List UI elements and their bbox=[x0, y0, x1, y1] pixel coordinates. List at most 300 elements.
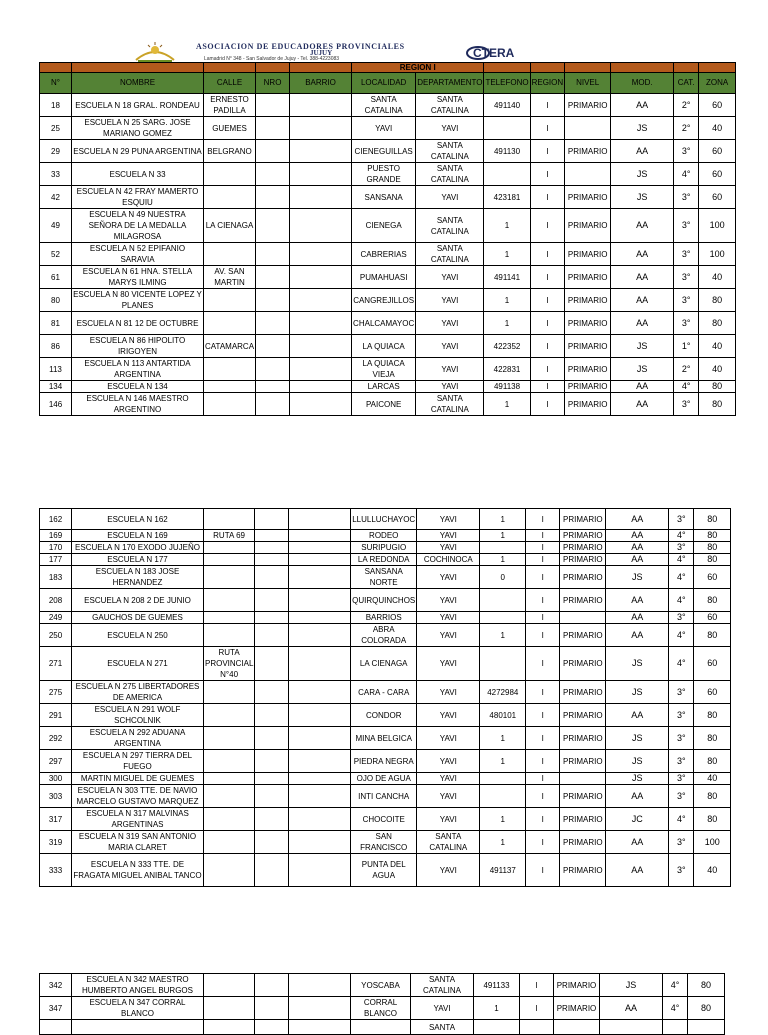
cell-num: 113 bbox=[40, 358, 72, 381]
cell-level: PRIMARIO bbox=[560, 808, 606, 831]
cell-region: I bbox=[530, 243, 565, 266]
cell-street bbox=[204, 974, 255, 997]
cell-region: I bbox=[526, 808, 560, 831]
cell-name: ESCUELA N 250 bbox=[72, 624, 204, 647]
table-row bbox=[40, 140, 736, 163]
cell-locality: LA QUIACA VIEJA bbox=[352, 358, 416, 381]
cell-locality: CIENEGA bbox=[352, 209, 416, 243]
column-header-zone: ZONA bbox=[699, 73, 736, 94]
cell-category: 3° bbox=[674, 186, 699, 209]
cell-locality: PIEDRA NEGRA bbox=[351, 750, 417, 773]
cell-street bbox=[204, 358, 256, 381]
cell-department: YAVI bbox=[417, 808, 480, 831]
table-row bbox=[40, 647, 731, 681]
cell-name: ESCUELA N 271 bbox=[72, 647, 204, 681]
table-row bbox=[40, 542, 731, 554]
cell-mode: AA bbox=[611, 312, 674, 335]
cell-zone: 80 bbox=[694, 727, 731, 750]
cell-zone: 80 bbox=[694, 530, 731, 542]
cell-street-number bbox=[255, 974, 289, 997]
cell-neighborhood bbox=[289, 974, 351, 997]
cell-neighborhood bbox=[289, 530, 351, 542]
cell-phone: 491141 bbox=[484, 266, 530, 289]
column-header-mode: MOD. bbox=[611, 73, 674, 94]
cell-neighborhood bbox=[289, 773, 351, 785]
cell-street-number bbox=[256, 289, 290, 312]
cell-neighborhood bbox=[289, 681, 351, 704]
cell-zone: 100 bbox=[694, 831, 731, 854]
cell-mode: AA bbox=[606, 612, 669, 624]
cell-name: ESCUELA N 42 FRAY MAMERTO ESQUIU bbox=[72, 186, 204, 209]
cell-region: I bbox=[526, 554, 560, 566]
cell-department: YAVI bbox=[416, 266, 484, 289]
cell-level: PRIMARIO bbox=[560, 704, 606, 727]
cell-street: RUTA PROVINCIAL N°40 bbox=[205, 648, 254, 679]
cell-street bbox=[204, 704, 255, 727]
cell-region: I bbox=[526, 704, 560, 727]
cell-department: SANTA CATALINA bbox=[411, 974, 474, 997]
cell-category: 2° bbox=[674, 117, 699, 140]
cell-street bbox=[204, 509, 255, 530]
cell-level bbox=[565, 117, 611, 140]
cell-neighborhood bbox=[290, 117, 352, 140]
cell-mode: AA bbox=[606, 542, 669, 554]
cell-name: GAUCHOS DE GUEMES bbox=[72, 612, 204, 624]
cell-street-number bbox=[256, 209, 290, 243]
cell-num: 169 bbox=[40, 530, 72, 542]
cell-region: I bbox=[526, 566, 560, 589]
cell-name: ESCUELA N 29 PUNA ARGENTINA bbox=[72, 140, 204, 163]
cell-department: YAVI bbox=[417, 589, 480, 612]
cell-department: YAVI bbox=[411, 997, 474, 1020]
cell-zone: 80 bbox=[694, 808, 731, 831]
cell-phone: 4272984 bbox=[480, 681, 526, 704]
cell-locality: PUMAHUASI bbox=[352, 266, 416, 289]
cell-name: ESCUELA N 347 CORRAL BLANCO bbox=[72, 997, 204, 1020]
cell-category: 3° bbox=[674, 393, 699, 416]
cell-level: PRIMARIO bbox=[560, 750, 606, 773]
cell-phone: 1 bbox=[480, 624, 526, 647]
cell-mode bbox=[600, 1020, 663, 1035]
cell-category: 2° bbox=[674, 94, 699, 117]
cell-name: ESCUELA N 18 GRAL. RONDEAU bbox=[72, 94, 204, 117]
cell-name: ESCUELA N 208 2 DE JUNIO bbox=[72, 589, 204, 612]
cell-zone: 80 bbox=[699, 381, 736, 393]
cell-name: ESCUELA N 342 MAESTRO HUMBERTO ANGEL BURGOS bbox=[72, 974, 204, 997]
cell-zone: 60 bbox=[694, 647, 731, 681]
column-header-locality: LOCALIDAD bbox=[352, 73, 416, 94]
cell-name: ESCUELA N 292 ADUANA ARGENTINA bbox=[72, 727, 204, 750]
cell-locality: BARRIOS bbox=[351, 612, 417, 624]
cell-locality: CABRERIAS bbox=[352, 243, 416, 266]
cell-locality: LA QUIACA bbox=[352, 335, 416, 358]
table-row bbox=[40, 974, 725, 997]
cell-zone: 80 bbox=[694, 509, 731, 530]
cell-street bbox=[204, 997, 255, 1020]
cell-region bbox=[520, 1020, 554, 1035]
cell-num: 347 bbox=[40, 997, 72, 1020]
cell-num: 134 bbox=[40, 381, 72, 393]
cell-level: PRIMARIO bbox=[554, 974, 600, 997]
cell-num: 170 bbox=[40, 542, 72, 554]
cell-name: ESCUELA N 49 NUESTRA SEÑORA DE LA MEDALLA MILAGROSA bbox=[72, 209, 204, 243]
cell-region: I bbox=[526, 542, 560, 554]
association-title: ASOCIACION DE EDUCADORES PROVINCIALES bbox=[196, 42, 405, 51]
cell-region: I bbox=[526, 509, 560, 530]
cell-street-number bbox=[256, 243, 290, 266]
cell-street-number bbox=[255, 530, 289, 542]
cell-phone: 1 bbox=[480, 509, 526, 530]
cell-mode: AA bbox=[611, 209, 674, 243]
cell-locality: PUESTO GRANDE bbox=[352, 163, 416, 186]
cell-neighborhood bbox=[289, 854, 351, 887]
table-row bbox=[40, 381, 736, 393]
cell-zone: 60 bbox=[699, 94, 736, 117]
cell-phone: 1 bbox=[480, 808, 526, 831]
cell-zone: 40 bbox=[699, 358, 736, 381]
cell-neighborhood bbox=[290, 186, 352, 209]
table-row bbox=[40, 566, 731, 589]
cell-phone: 1 bbox=[484, 393, 530, 416]
cell-neighborhood bbox=[289, 624, 351, 647]
cell-level: PRIMARIO bbox=[560, 530, 606, 542]
cell-num: 18 bbox=[40, 94, 72, 117]
cell-street-number bbox=[255, 854, 289, 887]
cell-locality: QUIRQUINCHOS bbox=[351, 589, 417, 612]
cell-department: YAVI bbox=[417, 854, 480, 887]
cell-mode: AA bbox=[606, 530, 669, 542]
cell-mode: AA bbox=[606, 831, 669, 854]
cell-level: PRIMARIO bbox=[560, 854, 606, 887]
cell-street: ERNESTO PADILLA bbox=[204, 94, 256, 117]
cell-department: YAVI bbox=[416, 186, 484, 209]
cell-department: YAVI bbox=[417, 727, 480, 750]
cell-category: 3° bbox=[669, 727, 694, 750]
table-row bbox=[40, 243, 736, 266]
cell-street bbox=[204, 381, 256, 393]
cell-region: I bbox=[526, 773, 560, 785]
cell-street bbox=[204, 750, 255, 773]
table-row bbox=[40, 1020, 725, 1035]
cell-neighborhood bbox=[290, 243, 352, 266]
cell-zone: 60 bbox=[699, 163, 736, 186]
cell-locality: ABRA COLORADA bbox=[351, 624, 417, 647]
cell-num: 333 bbox=[40, 854, 72, 887]
cell-num: 271 bbox=[40, 647, 72, 681]
cell-neighborhood bbox=[289, 997, 351, 1020]
cell-department: YAVI bbox=[416, 289, 484, 312]
cell-num: 183 bbox=[40, 566, 72, 589]
cell-num: 177 bbox=[40, 554, 72, 566]
cell-category: 2° bbox=[674, 358, 699, 381]
cell-street-number bbox=[255, 647, 289, 681]
cell-street bbox=[204, 186, 256, 209]
cell-neighborhood bbox=[289, 612, 351, 624]
cell-locality: RODEO bbox=[351, 530, 417, 542]
cell-locality: YOSCABA bbox=[351, 974, 411, 997]
cell-street-number bbox=[255, 624, 289, 647]
cell-level: PRIMARIO bbox=[565, 266, 611, 289]
region-band-cell bbox=[674, 63, 699, 73]
cell-region: I bbox=[526, 854, 560, 887]
cell-department: YAVI bbox=[416, 381, 484, 393]
schools-table-page-3 bbox=[39, 973, 725, 1035]
column-header-level: NIVEL bbox=[565, 73, 611, 94]
cell-phone bbox=[480, 773, 526, 785]
cell-zone: 60 bbox=[694, 566, 731, 589]
cell-department: SANTA CATALINA bbox=[416, 140, 484, 163]
cell-name: ESCUELA N 25 SARG. JOSE MARIANO GOMEZ bbox=[72, 117, 204, 140]
cell-num: 303 bbox=[40, 785, 72, 808]
cell-mode: JS bbox=[600, 974, 663, 997]
cell-street bbox=[204, 163, 256, 186]
cell-zone: 60 bbox=[699, 140, 736, 163]
cell-num: 292 bbox=[40, 727, 72, 750]
cell-category: 4° bbox=[669, 647, 694, 681]
cell-department: COCHINOCA bbox=[417, 554, 480, 566]
cell-street-number bbox=[256, 393, 290, 416]
table-row bbox=[40, 94, 736, 117]
cell-locality: CONDOR bbox=[351, 704, 417, 727]
region-band-cell bbox=[565, 63, 611, 73]
cell-mode: JS bbox=[611, 117, 674, 140]
region-band-cell bbox=[611, 63, 674, 73]
cell-category: 4° bbox=[663, 997, 688, 1020]
cell-mode: JS bbox=[606, 773, 669, 785]
cell-street-number bbox=[255, 831, 289, 854]
cell-zone: 80 bbox=[688, 974, 725, 997]
cell-zone: 80 bbox=[694, 750, 731, 773]
cell-street bbox=[204, 312, 256, 335]
cell-zone: 80 bbox=[688, 997, 725, 1020]
cell-region: I bbox=[520, 997, 554, 1020]
cell-num: 29 bbox=[40, 140, 72, 163]
region-band-cell bbox=[484, 63, 530, 73]
cell-phone: 491130 bbox=[484, 140, 530, 163]
cell-region: I bbox=[530, 358, 565, 381]
cell-street bbox=[204, 785, 255, 808]
cell-region: I bbox=[530, 335, 565, 358]
cell-level: PRIMARIO bbox=[560, 727, 606, 750]
cell-phone bbox=[474, 1020, 520, 1035]
cell-num: 146 bbox=[40, 393, 72, 416]
cell-neighborhood bbox=[289, 1020, 351, 1035]
cell-neighborhood bbox=[289, 808, 351, 831]
cell-phone bbox=[480, 589, 526, 612]
cell-phone: 491140 bbox=[484, 94, 530, 117]
cell-region: I bbox=[530, 381, 565, 393]
cell-phone: 1 bbox=[484, 209, 530, 243]
cell-name: ESCUELA N 170 EXODO JUJEÑO bbox=[72, 542, 204, 554]
cell-region: I bbox=[530, 209, 565, 243]
cell-street-number bbox=[255, 808, 289, 831]
cell-category: 3° bbox=[674, 209, 699, 243]
cell-level: PRIMARIO bbox=[560, 509, 606, 530]
cell-neighborhood bbox=[289, 566, 351, 589]
region-band-cell bbox=[256, 63, 290, 73]
cell-zone: 60 bbox=[699, 186, 736, 209]
cell-zone: 80 bbox=[699, 312, 736, 335]
cell-zone: 40 bbox=[699, 117, 736, 140]
cell-street-number bbox=[256, 266, 290, 289]
cell-department: SANTA CATALINA bbox=[416, 163, 484, 186]
cell-locality: SANSANA bbox=[352, 186, 416, 209]
cell-zone: 100 bbox=[699, 209, 736, 243]
cell-region: I bbox=[526, 530, 560, 542]
cell-mode: AA bbox=[606, 704, 669, 727]
cell-street bbox=[204, 727, 255, 750]
cell-street: GUEMES bbox=[204, 117, 256, 140]
cell-street-number bbox=[255, 542, 289, 554]
cell-department: YAVI bbox=[417, 509, 480, 530]
cell-neighborhood bbox=[289, 509, 351, 530]
cell-num: 250 bbox=[40, 624, 72, 647]
region-band-cell bbox=[530, 63, 565, 73]
table-row bbox=[40, 312, 736, 335]
ctera-logo-icon bbox=[466, 46, 556, 60]
cell-phone bbox=[480, 542, 526, 554]
cell-phone: 422831 bbox=[484, 358, 530, 381]
cell-name: ESCUELA N 303 TTE. DE NAVIO MARCELO GUSTAVO MARQUEZ bbox=[72, 785, 204, 808]
cell-level bbox=[565, 163, 611, 186]
cell-name: ESCUELA N 61 HNA. STELLA MARYS ILMING bbox=[72, 266, 204, 289]
cell-street-number bbox=[256, 335, 290, 358]
cell-level: PRIMARIO bbox=[565, 186, 611, 209]
table-row bbox=[40, 186, 736, 209]
cell-street-number bbox=[255, 612, 289, 624]
cell-num: 80 bbox=[40, 289, 72, 312]
cell-department: YAVI bbox=[416, 312, 484, 335]
cell-category: 4° bbox=[669, 554, 694, 566]
cell-region: I bbox=[526, 750, 560, 773]
cell-region: I bbox=[530, 186, 565, 209]
cell-num: 291 bbox=[40, 704, 72, 727]
cell-department: YAVI bbox=[416, 335, 484, 358]
cell-department: YAVI bbox=[417, 785, 480, 808]
cell-category: 4° bbox=[674, 381, 699, 393]
region-band-cell bbox=[204, 63, 256, 73]
cell-locality: SAN FRANCISCO bbox=[351, 831, 417, 854]
cell-phone bbox=[484, 117, 530, 140]
cell-locality: CIENEGUILLAS bbox=[352, 140, 416, 163]
cell-name: ESCUELA N 183 JOSE HERNANDEZ bbox=[72, 566, 204, 589]
cell-department: SANTA bbox=[411, 1020, 474, 1035]
cell-category: 4° bbox=[669, 566, 694, 589]
region-band-cell bbox=[290, 63, 352, 73]
cell-department: SANTA CATALINA bbox=[416, 243, 484, 266]
region-band-cell bbox=[699, 63, 736, 73]
cell-department: YAVI bbox=[417, 612, 480, 624]
cell-locality: LLULLUCHAYOC bbox=[351, 509, 417, 530]
cell-neighborhood bbox=[290, 358, 352, 381]
cell-phone: 1 bbox=[480, 530, 526, 542]
cell-street bbox=[204, 773, 255, 785]
cell-phone bbox=[480, 785, 526, 808]
cell-region: I bbox=[530, 163, 565, 186]
cell-phone: 1 bbox=[474, 997, 520, 1020]
cell-street-number bbox=[255, 750, 289, 773]
cell-name: ESCUELA N 52 EPIFANIO SARAVIA bbox=[72, 243, 204, 266]
cell-level: PRIMARIO bbox=[565, 358, 611, 381]
cell-num: 249 bbox=[40, 612, 72, 624]
cell-mode: AA bbox=[606, 854, 669, 887]
cell-mode: AA bbox=[606, 624, 669, 647]
cell-name: MARTIN MIGUEL DE GUEMES bbox=[72, 773, 204, 785]
cell-region: I bbox=[530, 140, 565, 163]
cell-category: 3° bbox=[674, 312, 699, 335]
cell-region: I bbox=[530, 289, 565, 312]
cell-department: YAVI bbox=[417, 566, 480, 589]
cell-phone: 1 bbox=[480, 554, 526, 566]
region-label: REGION I bbox=[352, 63, 484, 73]
cell-num: 33 bbox=[40, 163, 72, 186]
cell-level: PRIMARIO bbox=[565, 393, 611, 416]
cell-phone bbox=[484, 163, 530, 186]
cell-num: 86 bbox=[40, 335, 72, 358]
cell-street-number bbox=[255, 785, 289, 808]
cell-street-number bbox=[255, 727, 289, 750]
cell-level: PRIMARIO bbox=[565, 243, 611, 266]
cell-street-number bbox=[255, 566, 289, 589]
cell-street bbox=[204, 831, 255, 854]
cell-num: 300 bbox=[40, 773, 72, 785]
cell-street: RUTA 69 bbox=[204, 530, 255, 542]
cell-neighborhood bbox=[289, 831, 351, 854]
region-band-cell bbox=[40, 63, 72, 73]
cell-neighborhood bbox=[290, 140, 352, 163]
cell-level: PRIMARIO bbox=[560, 831, 606, 854]
cell-category: 3° bbox=[669, 681, 694, 704]
cell-zone: 80 bbox=[694, 554, 731, 566]
cell-level bbox=[560, 773, 606, 785]
cell-category: 3° bbox=[669, 854, 694, 887]
cell-zone: 100 bbox=[699, 243, 736, 266]
schools-table-page-2 bbox=[39, 508, 731, 887]
cell-name: ESCUELA N 333 TTE. DE FRAGATA MIGUEL ANIBAL TANCO bbox=[72, 854, 204, 887]
cell-department: YAVI bbox=[417, 773, 480, 785]
cell-department: YAVI bbox=[417, 704, 480, 727]
cell-street-number bbox=[255, 509, 289, 530]
cell-phone: 1 bbox=[480, 831, 526, 854]
cell-street bbox=[204, 624, 255, 647]
cell-region: I bbox=[530, 393, 565, 416]
cell-mode: AA bbox=[611, 266, 674, 289]
table-row bbox=[40, 681, 731, 704]
cell-region: I bbox=[520, 974, 554, 997]
cell-region: I bbox=[530, 266, 565, 289]
cell-phone: 423181 bbox=[484, 186, 530, 209]
cell-num: 317 bbox=[40, 808, 72, 831]
province-name: JUJUY bbox=[310, 49, 333, 57]
cell-locality: CHALCAMAYOC bbox=[352, 312, 416, 335]
cell-neighborhood bbox=[290, 335, 352, 358]
cell-neighborhood bbox=[290, 266, 352, 289]
cell-level bbox=[554, 1020, 600, 1035]
cell-street-number bbox=[256, 381, 290, 393]
cell-mode: JS bbox=[611, 358, 674, 381]
cell-street bbox=[204, 681, 255, 704]
cell-street bbox=[204, 1020, 255, 1035]
cell-mode: AA bbox=[611, 381, 674, 393]
cell-street bbox=[204, 393, 256, 416]
cell-street-number bbox=[256, 140, 290, 163]
cell-num: 49 bbox=[40, 209, 72, 243]
cell-neighborhood bbox=[290, 381, 352, 393]
cell-num: 61 bbox=[40, 266, 72, 289]
cell-mode: JC bbox=[606, 808, 669, 831]
cell-street: BELGRANO bbox=[204, 140, 256, 163]
association-address: Lamadrid N° 348 - San Salvador de Jujuy - Tel. 388-4223083 bbox=[204, 56, 340, 62]
